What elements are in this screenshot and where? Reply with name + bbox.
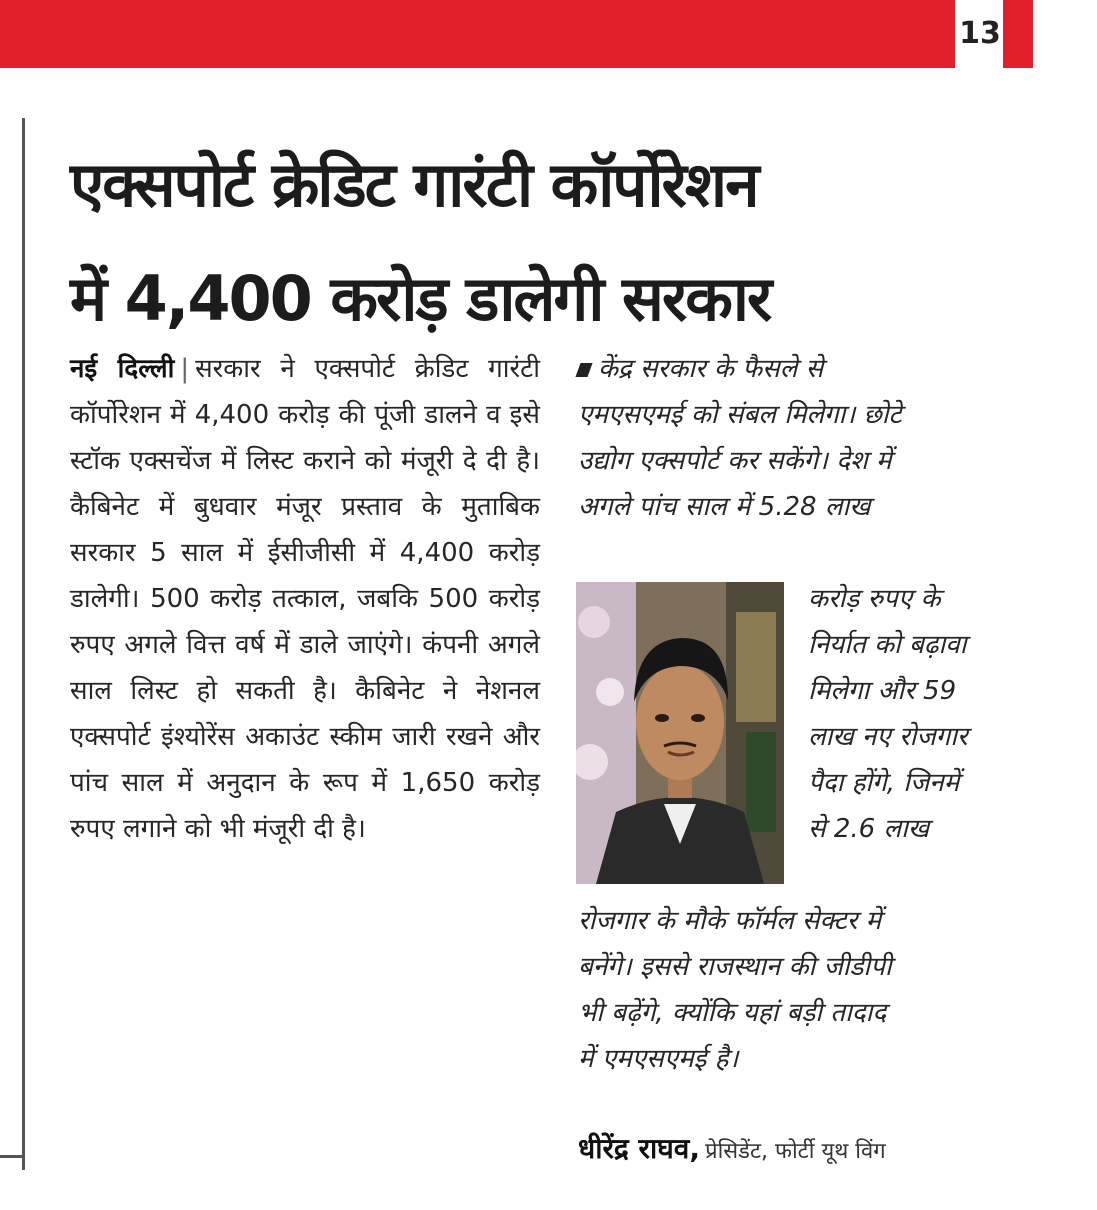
quote-line: भी बढ़ेंगे, क्योंकि यहां बड़ी तादाद — [578, 998, 887, 1028]
article-body-column — [70, 346, 540, 852]
byline-name: धीरेंद्र राघव, — [578, 1132, 700, 1165]
header-red-bar — [0, 0, 955, 68]
quote-line: बनेंगे। इससे राजस्थान की जीडीपी — [578, 952, 892, 982]
quote-line: मिलेगा और 59 — [808, 676, 957, 706]
quote-line: अगले पांच साल में 5.28 लाख — [578, 492, 871, 522]
quote-side-block — [808, 576, 1048, 852]
quote-byline — [578, 1126, 1058, 1176]
quote-line: करोड़ रुपए के — [808, 584, 941, 614]
quote-line: लाख नए रोजगार — [808, 722, 968, 752]
headline-line-1: एक्सपोर्ट क्रेडिट गारंटी कॉर्पोरेशन — [70, 148, 758, 221]
header-red-bar-end — [1003, 0, 1033, 68]
byline-role: प्रेसिडेंट, फोर्टी यूथ विंग — [705, 1139, 886, 1164]
dateline: नई दिल्ली — [70, 354, 175, 384]
quote-line: केंद्र सरकार के फैसले से — [578, 346, 1048, 392]
column-rule-foot — [0, 1155, 24, 1158]
dateline-separator: | — [180, 354, 190, 384]
headline — [70, 128, 1060, 356]
quote-line: में एमएसएमई है। — [578, 1044, 739, 1074]
quote-line: एमएसएमई को संबल मिलेगा। छोटे — [578, 400, 902, 430]
headline-line-2: में 4,400 करोड़ डालेगी सरकार — [70, 262, 771, 335]
quote-top-block — [578, 346, 1048, 530]
quote-bottom-block — [578, 898, 1048, 1082]
article-body-text: सरकार ने एक्सपोर्ट क्रेडिट गारंटी कॉर्पोरेशन में 4,400 करोड़ की पूंजी डालने व इसे स्टॉक एक्सचेंज में लिस्ट कराने को मंजूरी दे दी है। कैबिनेट में बुधवार मंजूर प्रस्ताव के मुताबिक सरकार 5 साल में ईसीजीसी में 4,400 करोड़ डालेगी। 500 करोड़ तत्काल, जबकि 500 करोड़ रुपए अगले वित्त वर्ष में डाले जाएंगे। कंपनी अगले साल लिस्ट हो सकती है। कैबिनेट ने नेशनल एक्सपोर्ट इंश्योरेंस अकाउंट स्कीम जारी रखने और पांच साल में अनुदान के रूप में 1,650 करोड़ रुपए लगाने को भी मंजूरी दी है। — [70, 354, 540, 844]
quote-line: पैदा होंगे, जिनमें — [808, 768, 960, 798]
quote-line: निर्यात को बढ़ावा — [808, 630, 967, 660]
quote-line: रोजगार के मौके फॉर्मल सेक्टर में — [578, 906, 882, 936]
quote-bullet-icon — [575, 363, 592, 377]
portrait-photo — [576, 582, 784, 884]
quote-line: उद्योग एक्सपोर्ट कर सकेंगे। देश में — [578, 446, 892, 476]
portrait-image — [576, 582, 784, 884]
column-rule — [22, 118, 25, 1170]
page-number: 13 — [958, 10, 1002, 58]
quote-line: से 2.6 लाख — [808, 814, 930, 844]
